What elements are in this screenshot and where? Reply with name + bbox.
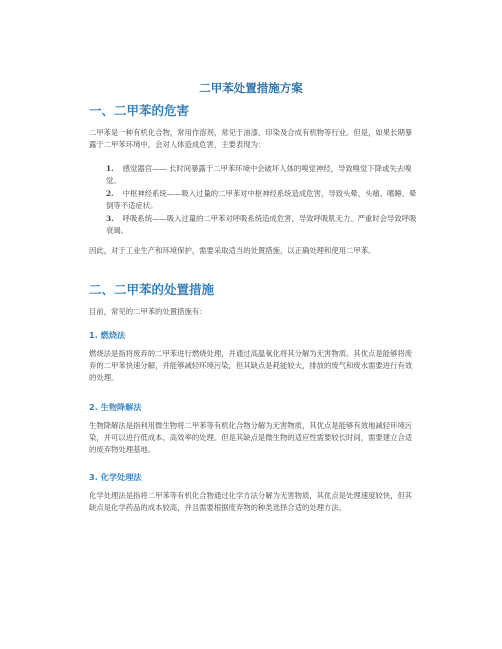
list-number: 3. [106,214,114,223]
method-text-combustion: 燃烧法是指将废弃的二甲苯进行燃烧处理，并通过高温氧化将其分解为无害物质。其优点是能够将废弃的二甲苯快速分解，并能够减轻环境污染，但其缺点是耗能较大，排放的废气和废水需要进行有效的处理。 [89,349,413,382]
list-item-text: 呼吸系统——吸入过量的二甲苯对呼吸系统造成危害，导致呼吸肌无力、严重时会导致呼吸衰竭。 [106,214,417,235]
list-item-text: 感觉器官—— 长时间暴露于二甲苯环境中会破坏人体的嗅觉神经，导致嗅觉下降或失去嗅觉。 [106,164,412,185]
measures-intro-paragraph: 目前，常见的二甲苯的处置措施有： [89,307,207,316]
section-heading-measures: 二、二甲苯的处置措施 [89,282,215,297]
hazard-item-sensory [106,163,418,187]
hazards-conclusion-paragraph: 因此，对于工业生产和环境保护，需要采取适当的处置措施，以正确处理和使用二甲苯。 [89,246,376,255]
hazard-item-nervous-system [106,188,418,212]
document-title: 二甲苯处置措施方案 [199,81,303,95]
method-heading-combustion: 1. 燃烧法 [89,330,126,340]
section-heading-hazards: 一、二甲苯的危害 [89,103,190,118]
method-text-chemical: 化学处理法是指将二甲苯等有机化合物通过化学方法分解为无害物质，其优点是处理速度较快，但其缺点是化学药品的成本较高，并且需要根据废弃物的种类选择合适的处理方法。 [89,491,413,512]
hazards-intro-paragraph: 二甲苯是一种有机化合物，常用作溶剂，常见于油漆、印染及合成有机物等行业。但是，如果长期暴露于二甲苯环境中，会对人体造成危害，主要表现为： [89,128,413,149]
method-heading-biodegradation: 2. 生物降解法 [89,402,142,412]
list-number: 1. [106,164,114,173]
hazard-item-respiratory [106,213,418,237]
list-number: 2. [106,189,114,198]
list-item-text: 中枢神经系统——吸入过量的二甲苯对中枢神经系统造成危害，导致头晕、头痛、嗜睡、晕倒等不适症状。 [106,189,417,210]
method-heading-chemical: 3. 化学处理法 [89,472,142,482]
method-text-biodegradation: 生物降解法是指利用微生物将二甲苯等有机化合物分解为无害物质，其优点是能够有效地减轻环境污染，并可以进行低成本、高效率的处理。但是其缺点是微生物的适应性需要较长时间，需要建立合适的废弃物处理基地。 [89,421,413,454]
